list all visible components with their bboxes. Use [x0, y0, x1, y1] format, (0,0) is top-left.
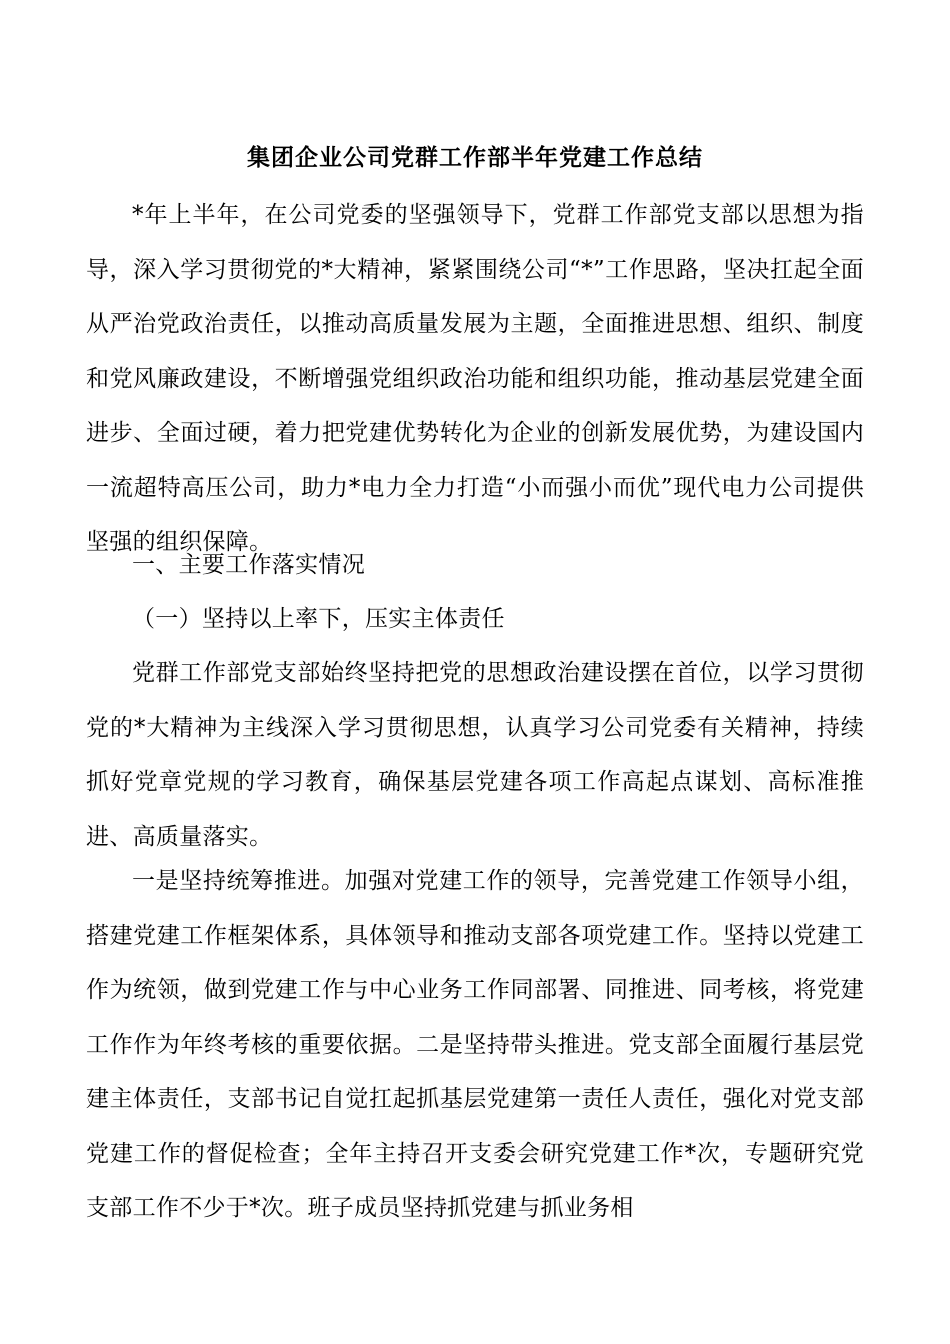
intro-paragraph: *年上半年，在公司党委的坚强领导下，党群工作部党支部以思想为指导，深入学习贯彻党的*大精神，紧紧围绕公司“*”工作思路，坚决扛起全面从严治党政治责任，以推动高质量发展为主题，全面推进思想、组织、制度和党风廉政建设，不断增强党组织政治功能和组织功能，推动基层党建全面进步、全面过硬，着力把党建优势转化为企业的创新发展优势，为建设国内一流超特高压公司，助力*电力全力打造“小而强小而优”现代电力公司提供坚强的组织保障。: [86, 202, 864, 555]
document-title: 集团企业公司党群工作部半年党建工作总结: [247, 144, 703, 171]
body-paragraph-1: 党群工作部党支部始终坚持把党的思想政治建设摆在首位，以学习贯彻党的*大精神为主线深入学习贯彻思想，认真学习公司党委有关精神，持续抓好党章党规的学习教育，确保基层党建各项工作高起点谋划、高标准推进、高质量落实。: [86, 660, 864, 850]
section-heading: 一、主要工作落实情况: [132, 552, 365, 578]
body-paragraph-2: 一是坚持统筹推进。加强对党建工作的领导，完善党建工作领导小组，搭建党建工作框架体系，具体领导和推动支部各项党建工作。坚持以党建工作为统领，做到党建工作与中心业务工作同部署、同推进、同考核，将党建工作作为年终考核的重要依据。二是坚持带头推进。党支部全面履行基层党建主体责任，支部书记自觉扛起抓基层党建第一责任人责任，强化对党支部党建工作的督促检查；全年主持召开支委会研究党建工作*次，专题研究党支部工作不少于*次。班子成员坚持抓党建与抓业务相: [86, 868, 864, 1221]
subsection-heading: （一）坚持以上率下，压实主体责任: [132, 606, 505, 632]
